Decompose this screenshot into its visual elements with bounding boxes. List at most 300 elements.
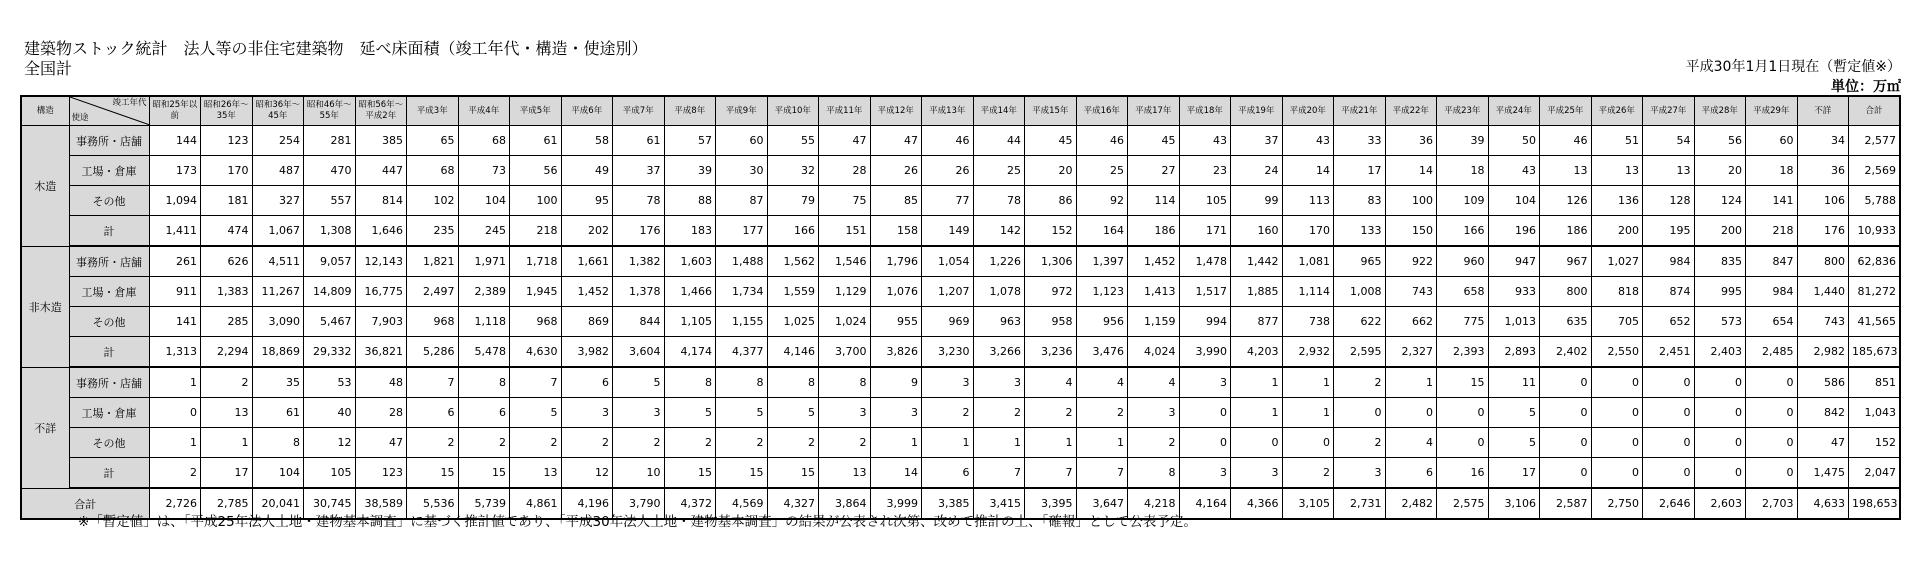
use-cell: 事務所・店舗 [69, 126, 149, 156]
value-cell: 327 [252, 186, 304, 216]
value-cell: 18,869 [252, 337, 304, 368]
value-cell: 3,990 [1179, 337, 1231, 368]
as-of-date: 平成30年1月1日現在（暫定値※） [1685, 59, 1901, 75]
value-cell: 1,945 [510, 277, 562, 307]
value-cell: 58 [561, 126, 613, 156]
value-cell: 557 [304, 186, 356, 216]
column-header: 平成23年 [1437, 96, 1489, 126]
value-cell: 13 [201, 398, 253, 428]
value-cell: 81,272 [1849, 277, 1901, 307]
value-cell: 87 [716, 186, 768, 216]
page-title: 建築物ストック統計 法人等の非住宅建築物 延べ床面積（竣工年代・構造・使途別） [24, 39, 648, 58]
total-value-cell: 4,366 [1231, 488, 1283, 519]
value-cell: 14 [870, 458, 922, 489]
value-cell: 0 [1746, 428, 1798, 458]
table-row [21, 458, 1900, 489]
value-cell: 141 [1746, 186, 1798, 216]
use-cell: 工場・倉庫 [69, 156, 149, 186]
value-cell: 2 [1076, 398, 1128, 428]
value-cell: 149 [922, 216, 974, 247]
value-cell: 36 [1797, 156, 1849, 186]
value-cell: 7 [510, 367, 562, 398]
value-cell: 1 [870, 428, 922, 458]
value-cell: 23 [1179, 156, 1231, 186]
value-cell: 33 [1334, 126, 1386, 156]
value-cell: 0 [1540, 367, 1592, 398]
value-cell: 128 [1643, 186, 1695, 216]
value-cell: 5,286 [407, 337, 459, 368]
value-cell: 1,885 [1231, 277, 1283, 307]
value-cell: 99 [1231, 186, 1283, 216]
value-cell: 2 [767, 428, 819, 458]
value-cell: 4 [1128, 367, 1180, 398]
value-cell: 4 [1076, 367, 1128, 398]
value-cell: 1,306 [1025, 246, 1077, 277]
total-value-cell: 2,575 [1437, 488, 1489, 519]
value-cell: 1,114 [1282, 277, 1334, 307]
value-cell: 2 [458, 428, 510, 458]
value-cell: 963 [973, 307, 1025, 337]
value-cell: 3 [561, 398, 613, 428]
value-cell: 1 [149, 367, 201, 398]
column-header: 平成28年 [1694, 96, 1746, 126]
value-cell: 1,076 [870, 277, 922, 307]
value-cell: 2,402 [1540, 337, 1592, 368]
value-cell: 4,377 [716, 337, 768, 368]
value-cell: 158 [870, 216, 922, 247]
value-cell: 123 [201, 126, 253, 156]
column-header: 平成5年 [510, 96, 562, 126]
value-cell: 3 [613, 398, 665, 428]
value-cell: 0 [1694, 367, 1746, 398]
value-cell: 0 [1643, 398, 1695, 428]
value-cell: 2,595 [1334, 337, 1386, 368]
value-cell: 102 [407, 186, 459, 216]
column-header: 平成11年 [819, 96, 871, 126]
value-cell: 55 [767, 126, 819, 156]
total-value-cell: 2,587 [1540, 488, 1592, 519]
value-cell: 4 [1385, 428, 1437, 458]
use-cell: 計 [69, 458, 149, 489]
value-cell: 37 [613, 156, 665, 186]
value-cell: 9 [870, 367, 922, 398]
value-cell: 17 [1334, 156, 1386, 186]
value-cell: 622 [1334, 307, 1386, 337]
column-header: 平成22年 [1385, 96, 1437, 126]
value-cell: 2 [1128, 428, 1180, 458]
value-cell: 1 [1282, 367, 1334, 398]
value-cell: 0 [1746, 398, 1798, 428]
value-cell: 743 [1797, 307, 1849, 337]
header-row [21, 96, 1900, 126]
value-cell: 18 [1437, 156, 1489, 186]
table-row [21, 156, 1900, 186]
value-cell: 851 [1849, 367, 1901, 398]
value-cell: 53 [304, 367, 356, 398]
value-cell: 45 [1025, 126, 1077, 156]
value-cell: 1,734 [716, 277, 768, 307]
value-cell: 32 [767, 156, 819, 186]
value-cell: 1,054 [922, 246, 974, 277]
value-cell: 2,550 [1591, 337, 1643, 368]
value-cell: 743 [1385, 277, 1437, 307]
total-value-cell: 4,164 [1179, 488, 1231, 519]
value-cell: 26 [922, 156, 974, 186]
value-cell: 13 [1643, 156, 1695, 186]
value-cell: 196 [1488, 216, 1540, 247]
value-cell: 15 [1437, 367, 1489, 398]
value-cell: 658 [1437, 277, 1489, 307]
value-cell: 3,700 [819, 337, 871, 368]
value-cell: 0 [1385, 398, 1437, 428]
value-cell: 0 [1591, 428, 1643, 458]
value-cell: 984 [1746, 277, 1798, 307]
value-cell: 12,143 [355, 246, 407, 277]
value-cell: 28 [819, 156, 871, 186]
value-cell: 844 [613, 307, 665, 337]
value-cell: 933 [1488, 277, 1540, 307]
value-cell: 7 [407, 367, 459, 398]
value-cell: 13 [1540, 156, 1592, 186]
value-cell: 4,024 [1128, 337, 1180, 368]
value-cell: 2 [201, 367, 253, 398]
value-cell: 922 [1385, 246, 1437, 277]
value-cell: 470 [304, 156, 356, 186]
value-cell: 106 [1797, 186, 1849, 216]
value-cell: 3,230 [922, 337, 974, 368]
value-cell: 1,159 [1128, 307, 1180, 337]
value-cell: 967 [1540, 246, 1592, 277]
floor-area-table [20, 95, 1901, 520]
value-cell: 123 [355, 458, 407, 489]
value-cell: 10,933 [1849, 216, 1901, 247]
value-cell: 177 [716, 216, 768, 247]
value-cell: 3 [922, 367, 974, 398]
value-cell: 43 [1488, 156, 1540, 186]
value-cell: 7 [973, 458, 1025, 489]
value-cell: 877 [1231, 307, 1283, 337]
column-header: 平成13年 [922, 96, 974, 126]
value-cell: 78 [973, 186, 1025, 216]
value-cell: 8 [767, 367, 819, 398]
value-cell: 195 [1643, 216, 1695, 247]
value-cell: 34 [1797, 126, 1849, 156]
value-cell: 800 [1540, 277, 1592, 307]
total-value-cell: 2,731 [1334, 488, 1386, 519]
value-cell: 2,393 [1437, 337, 1489, 368]
value-cell: 3,982 [561, 337, 613, 368]
column-header: 平成21年 [1334, 96, 1386, 126]
value-cell: 0 [1540, 398, 1592, 428]
value-cell: 1,383 [201, 277, 253, 307]
value-cell: 36 [1385, 126, 1437, 156]
value-cell: 1,562 [767, 246, 819, 277]
value-cell: 17 [1488, 458, 1540, 489]
value-cell: 0 [1540, 458, 1592, 489]
value-cell: 185,673 [1849, 337, 1901, 368]
value-cell: 12 [561, 458, 613, 489]
value-cell: 1,821 [407, 246, 459, 277]
value-cell: 1 [973, 428, 1025, 458]
value-cell: 20 [1694, 156, 1746, 186]
value-cell: 835 [1694, 246, 1746, 277]
value-cell: 104 [1488, 186, 1540, 216]
total-value-cell: 2,750 [1591, 488, 1643, 519]
value-cell: 0 [1643, 428, 1695, 458]
value-cell: 2,047 [1849, 458, 1901, 489]
value-cell: 5 [664, 398, 716, 428]
value-cell: 166 [1437, 216, 1489, 247]
value-cell: 994 [1179, 307, 1231, 337]
value-cell: 281 [304, 126, 356, 156]
value-cell: 11 [1488, 367, 1540, 398]
value-cell: 166 [767, 216, 819, 247]
value-cell: 218 [1746, 216, 1798, 247]
table-row [21, 246, 1900, 277]
value-cell: 150 [1385, 216, 1437, 247]
structure-cell: 非木造 [21, 246, 69, 367]
value-cell: 447 [355, 156, 407, 186]
value-cell: 2,569 [1849, 156, 1901, 186]
value-cell: 73 [458, 156, 510, 186]
total-value-cell: 2,482 [1385, 488, 1437, 519]
value-cell: 43 [1179, 126, 1231, 156]
value-cell: 1,008 [1334, 277, 1386, 307]
value-cell: 1,078 [973, 277, 1025, 307]
value-cell: 2 [1025, 398, 1077, 428]
use-cell: その他 [69, 186, 149, 216]
value-cell: 0 [1540, 428, 1592, 458]
value-cell: 2 [922, 398, 974, 428]
value-cell: 114 [1128, 186, 1180, 216]
value-cell: 1,013 [1488, 307, 1540, 337]
value-cell: 965 [1334, 246, 1386, 277]
column-header: 平成14年 [973, 96, 1025, 126]
value-cell: 842 [1797, 398, 1849, 428]
value-cell: 27 [1128, 156, 1180, 186]
value-cell: 4 [1025, 367, 1077, 398]
table-row [21, 337, 1900, 368]
total-value-cell: 38,589 [355, 488, 407, 519]
value-cell: 2 [510, 428, 562, 458]
value-cell: 6 [1385, 458, 1437, 489]
value-cell: 60 [1746, 126, 1798, 156]
value-cell: 95 [561, 186, 613, 216]
structure-header: 構造 [21, 96, 69, 126]
value-cell: 62,836 [1849, 246, 1901, 277]
value-cell: 2,982 [1797, 337, 1849, 368]
total-value-cell: 4,861 [510, 488, 562, 519]
value-cell: 124 [1694, 186, 1746, 216]
value-cell: 474 [201, 216, 253, 247]
value-cell: 15 [716, 458, 768, 489]
value-cell: 0 [1334, 398, 1386, 428]
value-cell: 45 [1128, 126, 1180, 156]
value-cell: 100 [1385, 186, 1437, 216]
value-cell: 40 [304, 398, 356, 428]
value-cell: 75 [819, 186, 871, 216]
value-cell: 46 [1540, 126, 1592, 156]
table-row [21, 307, 1900, 337]
value-cell: 1,155 [716, 307, 768, 337]
value-cell: 738 [1282, 307, 1334, 337]
value-cell: 8 [1128, 458, 1180, 489]
footnote: ※「暫定値」は、「平成25年法人土地・建物基本調査」に基づく推計値であり、「平成30年法人土地・建物基本調査」の結果が公表され次第、改めて推計の上、「確報」として公表予定。 [78, 514, 1197, 530]
column-header: 平成19年 [1231, 96, 1283, 126]
value-cell: 2,485 [1746, 337, 1798, 368]
value-cell: 3 [1179, 458, 1231, 489]
value-cell: 1,413 [1128, 277, 1180, 307]
value-cell: 2 [973, 398, 1025, 428]
value-cell: 133 [1334, 216, 1386, 247]
value-cell: 5,478 [458, 337, 510, 368]
total-value-cell: 4,569 [716, 488, 768, 519]
value-cell: 68 [458, 126, 510, 156]
value-cell: 29,332 [304, 337, 356, 368]
table-row [21, 126, 1900, 156]
value-cell: 2 [819, 428, 871, 458]
value-cell: 61 [510, 126, 562, 156]
value-cell: 1,081 [1282, 246, 1334, 277]
value-cell: 2,451 [1643, 337, 1695, 368]
value-cell: 57 [664, 126, 716, 156]
value-cell: 2 [664, 428, 716, 458]
period-use-header [69, 96, 149, 126]
value-cell: 984 [1643, 246, 1695, 277]
column-header: 不詳 [1797, 96, 1849, 126]
value-cell: 0 [1179, 398, 1231, 428]
value-cell: 6 [407, 398, 459, 428]
column-header: 平成25年 [1540, 96, 1592, 126]
value-cell: 13 [819, 458, 871, 489]
column-header: 平成24年 [1488, 96, 1540, 126]
value-cell: 3 [1179, 367, 1231, 398]
value-cell: 385 [355, 126, 407, 156]
value-cell: 654 [1746, 307, 1798, 337]
value-cell: 14 [1282, 156, 1334, 186]
value-cell: 1 [1282, 398, 1334, 428]
value-cell: 3 [1334, 458, 1386, 489]
value-cell: 0 [149, 398, 201, 428]
column-header: 平成20年 [1282, 96, 1334, 126]
value-cell: 47 [819, 126, 871, 156]
value-cell: 3 [819, 398, 871, 428]
value-cell: 7 [1076, 458, 1128, 489]
value-cell: 2 [149, 458, 201, 489]
value-cell: 85 [870, 186, 922, 216]
value-cell: 947 [1488, 246, 1540, 277]
value-cell: 0 [1694, 458, 1746, 489]
value-cell: 5 [1488, 428, 1540, 458]
value-cell: 2,893 [1488, 337, 1540, 368]
table-row [21, 216, 1900, 247]
value-cell: 186 [1128, 216, 1180, 247]
value-cell: 1,971 [458, 246, 510, 277]
value-cell: 26 [870, 156, 922, 186]
total-value-cell: 3,790 [613, 488, 665, 519]
value-cell: 1,118 [458, 307, 510, 337]
value-cell: 1,308 [304, 216, 356, 247]
value-cell: 152 [1025, 216, 1077, 247]
value-cell: 972 [1025, 277, 1077, 307]
value-cell: 2,294 [201, 337, 253, 368]
value-cell: 3 [870, 398, 922, 428]
value-cell: 65 [407, 126, 459, 156]
value-cell: 1,452 [561, 277, 613, 307]
value-cell: 46 [1076, 126, 1128, 156]
value-cell: 14,809 [304, 277, 356, 307]
value-cell: 1,478 [1179, 246, 1231, 277]
table-row [21, 428, 1900, 458]
value-cell: 5,467 [304, 307, 356, 337]
value-cell: 171 [1179, 216, 1231, 247]
value-cell: 1,646 [355, 216, 407, 247]
value-cell: 183 [664, 216, 716, 247]
column-header: 平成6年 [561, 96, 613, 126]
total-value-cell: 2,726 [149, 488, 201, 519]
value-cell: 113 [1282, 186, 1334, 216]
value-cell: 186 [1540, 216, 1592, 247]
value-cell: 6 [458, 398, 510, 428]
value-cell: 2,327 [1385, 337, 1437, 368]
use-cell: 工場・倉庫 [69, 398, 149, 428]
value-cell: 0 [1591, 367, 1643, 398]
value-cell: 1,067 [252, 216, 304, 247]
value-cell: 41,565 [1849, 307, 1901, 337]
value-cell: 16 [1437, 458, 1489, 489]
value-cell: 0 [1746, 458, 1798, 489]
value-cell: 956 [1076, 307, 1128, 337]
value-cell: 104 [458, 186, 510, 216]
value-cell: 958 [1025, 307, 1077, 337]
value-cell: 56 [510, 156, 562, 186]
value-cell: 83 [1334, 186, 1386, 216]
value-cell: 1,603 [664, 246, 716, 277]
use-cell: 工場・倉庫 [69, 277, 149, 307]
value-cell: 141 [149, 307, 201, 337]
value-cell: 652 [1643, 307, 1695, 337]
value-cell: 8 [819, 367, 871, 398]
value-cell: 2,389 [458, 277, 510, 307]
total-value-cell: 3,999 [870, 488, 922, 519]
value-cell: 3,476 [1076, 337, 1128, 368]
value-cell: 1,452 [1128, 246, 1180, 277]
column-header: 平成7年 [613, 96, 665, 126]
value-cell: 1,559 [767, 277, 819, 307]
value-cell: 254 [252, 126, 304, 156]
value-cell: 1,718 [510, 246, 562, 277]
value-cell: 2,932 [1282, 337, 1334, 368]
total-value-cell: 4,196 [561, 488, 613, 519]
value-cell: 44 [973, 126, 1025, 156]
value-cell: 1 [1025, 428, 1077, 458]
value-cell: 7 [1025, 458, 1077, 489]
value-cell: 25 [973, 156, 1025, 186]
value-cell: 1,123 [1076, 277, 1128, 307]
value-cell: 0 [1179, 428, 1231, 458]
value-cell: 12 [304, 428, 356, 458]
value-cell: 3,090 [252, 307, 304, 337]
total-value-cell: 3,105 [1282, 488, 1334, 519]
value-cell: 176 [613, 216, 665, 247]
column-header: 平成17年 [1128, 96, 1180, 126]
column-header: 平成9年 [716, 96, 768, 126]
value-cell: 176 [1797, 216, 1849, 247]
value-cell: 1,313 [149, 337, 201, 368]
value-cell: 0 [1231, 428, 1283, 458]
value-cell: 2 [561, 428, 613, 458]
column-header: 昭和25年以前 [149, 96, 201, 126]
